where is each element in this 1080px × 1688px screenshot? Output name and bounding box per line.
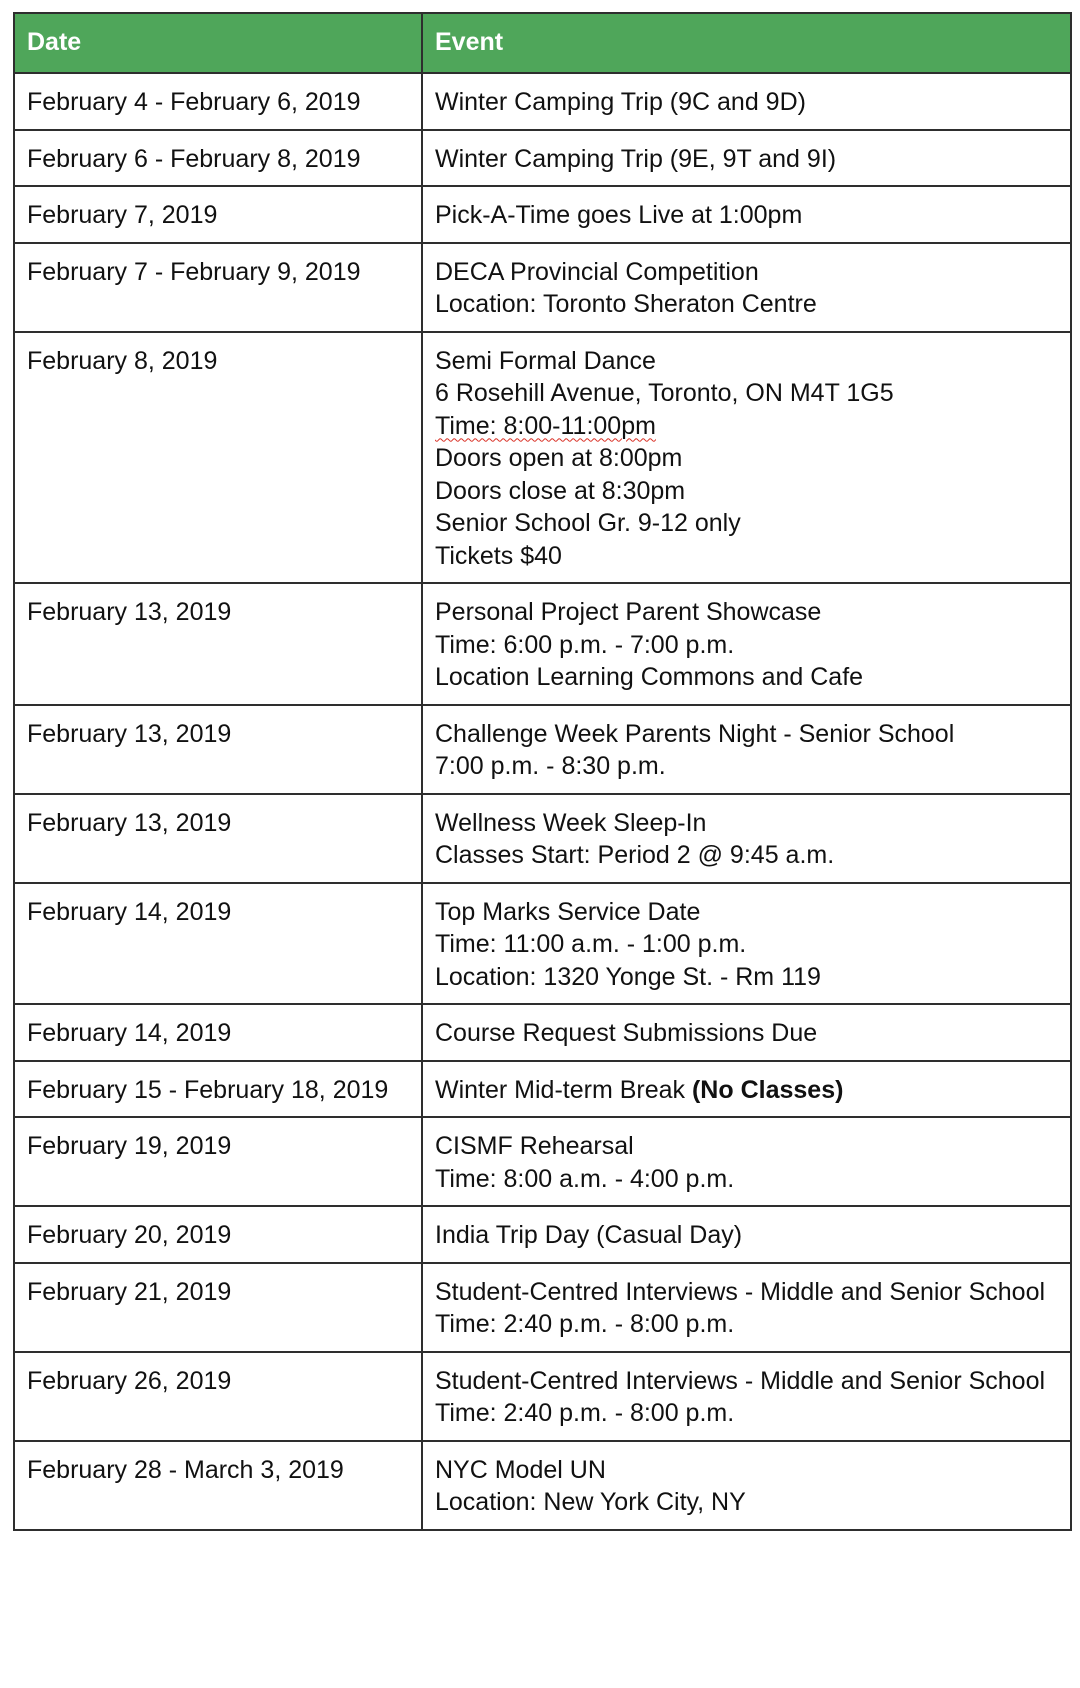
- event-line: Location: New York City, NY: [435, 1488, 746, 1516]
- table-row: [14, 1117, 1071, 1206]
- event-line: Time: 2:40 p.m. - 8:00 p.m.: [435, 1399, 735, 1427]
- date-cell: February 8, 2019: [14, 332, 422, 584]
- no-classes-note: (No Classes): [691, 1075, 844, 1104]
- event-line: Student-Centred Interviews - Middle and Senior School: [435, 1366, 1046, 1395]
- event-cell: [422, 1117, 1071, 1206]
- header-row: [14, 13, 1071, 73]
- event-line: Doors close at 8:30pm: [435, 476, 686, 505]
- date-cell: February 26, 2019: [14, 1352, 422, 1441]
- event-cell: [422, 186, 1071, 243]
- event-cell: [422, 705, 1071, 794]
- event-line: Course Request Submissions Due: [435, 1019, 818, 1047]
- table-row: [14, 1061, 1071, 1118]
- event-line: 6 Rosehill Avenue, Toronto, ON M4T 1G5: [435, 379, 894, 407]
- table-row: [14, 1441, 1071, 1530]
- event-cell: [422, 1352, 1071, 1441]
- event-line: Pick-A-Time goes Live at 1:00pm: [435, 201, 803, 229]
- event-cell: [422, 1263, 1071, 1352]
- date-cell: February 20, 2019: [14, 1206, 422, 1263]
- table-header: [14, 13, 1071, 73]
- event-cell: [422, 130, 1071, 187]
- event-cell: [422, 583, 1071, 705]
- event-cell: [422, 243, 1071, 332]
- event-line: Semi Formal Dance: [435, 346, 656, 375]
- date-cell: February 13, 2019: [14, 794, 422, 883]
- date-cell: February 13, 2019: [14, 583, 422, 705]
- event-line: NYC Model UN: [435, 1455, 606, 1484]
- date-cell: February 21, 2019: [14, 1263, 422, 1352]
- table-row: [14, 1206, 1071, 1263]
- table-row: [14, 1263, 1071, 1352]
- event-line: Wellness Week Sleep-In: [435, 808, 707, 837]
- date-cell: February 13, 2019: [14, 705, 422, 794]
- date-cell: February 6 - February 8, 2019: [14, 130, 422, 187]
- table-row: [14, 883, 1071, 1005]
- event-line: Winter Camping Trip (9C and 9D): [435, 88, 806, 116]
- event-line: India Trip Day (Casual Day): [435, 1221, 743, 1249]
- event-line: [435, 1074, 1058, 1107]
- date-column-header: Date: [14, 13, 422, 73]
- event-line: Time: 8:00 a.m. - 4:00 p.m.: [435, 1164, 735, 1193]
- table-row: [14, 332, 1071, 584]
- event-cell: [422, 794, 1071, 883]
- table-row: [14, 1352, 1071, 1441]
- date-cell: February 15 - February 18, 2019: [14, 1061, 422, 1118]
- table-row: [14, 583, 1071, 705]
- event-line: Time: 11:00 a.m. - 1:00 p.m.: [435, 930, 747, 958]
- event-line: DECA Provincial Competition: [435, 257, 759, 286]
- date-cell: February 14, 2019: [14, 883, 422, 1005]
- table-row: [14, 794, 1071, 883]
- event-cell: [422, 1441, 1071, 1530]
- event-line: Location: 1320 Yonge St. - Rm 119: [435, 962, 821, 991]
- event-line: Student-Centred Interviews - Middle and Senior School: [435, 1277, 1046, 1306]
- date-cell: February 14, 2019: [14, 1004, 422, 1061]
- table-row: [14, 705, 1071, 794]
- event-cell: [422, 1206, 1071, 1263]
- table-row: [14, 1004, 1071, 1061]
- date-cell: February 19, 2019: [14, 1117, 422, 1206]
- event-cell: [422, 1061, 1071, 1118]
- event-line: Time: 6:00 p.m. - 7:00 p.m.: [435, 630, 735, 659]
- event-cell: [422, 73, 1071, 130]
- events-table: [13, 12, 1072, 1531]
- event-line: Time: 2:40 p.m. - 8:00 p.m.: [435, 1310, 735, 1338]
- event-line: Top Marks Service Date: [435, 897, 701, 926]
- event-line: Tickets $40: [435, 541, 562, 570]
- date-cell: February 7, 2019: [14, 186, 422, 243]
- event-line: Classes Start: Period 2 @ 9:45 a.m.: [435, 841, 835, 869]
- event-text: Winter Mid-term Break: [435, 1075, 692, 1104]
- event-line: Winter Camping Trip (9E, 9T and 9I): [435, 144, 837, 173]
- event-line: Personal Project Parent Showcase: [435, 598, 822, 626]
- event-line: 7:00 p.m. - 8:30 p.m.: [435, 752, 666, 780]
- table-row: [14, 130, 1071, 187]
- event-line: Doors open at 8:00pm: [435, 444, 683, 472]
- table-row: [14, 73, 1071, 130]
- event-cell: [422, 883, 1071, 1005]
- event-column-header: Event: [422, 13, 1071, 73]
- table-body: [14, 73, 1071, 1530]
- event-line: Time: 8:00-11:00pm: [435, 411, 656, 440]
- event-line: CISMF Rehearsal: [435, 1132, 634, 1160]
- event-cell: [422, 332, 1071, 584]
- event-line: Location Learning Commons and Cafe: [435, 663, 864, 691]
- date-cell: February 7 - February 9, 2019: [14, 243, 422, 332]
- table-row: [14, 186, 1071, 243]
- event-line: Senior School Gr. 9-12 only: [435, 509, 741, 537]
- event-cell: [422, 1004, 1071, 1061]
- date-cell: February 28 - March 3, 2019: [14, 1441, 422, 1530]
- event-line: Location: Toronto Sheraton Centre: [435, 290, 817, 318]
- table-row: [14, 243, 1071, 332]
- event-line: Challenge Week Parents Night - Senior School: [435, 719, 955, 748]
- date-cell: February 4 - February 6, 2019: [14, 73, 422, 130]
